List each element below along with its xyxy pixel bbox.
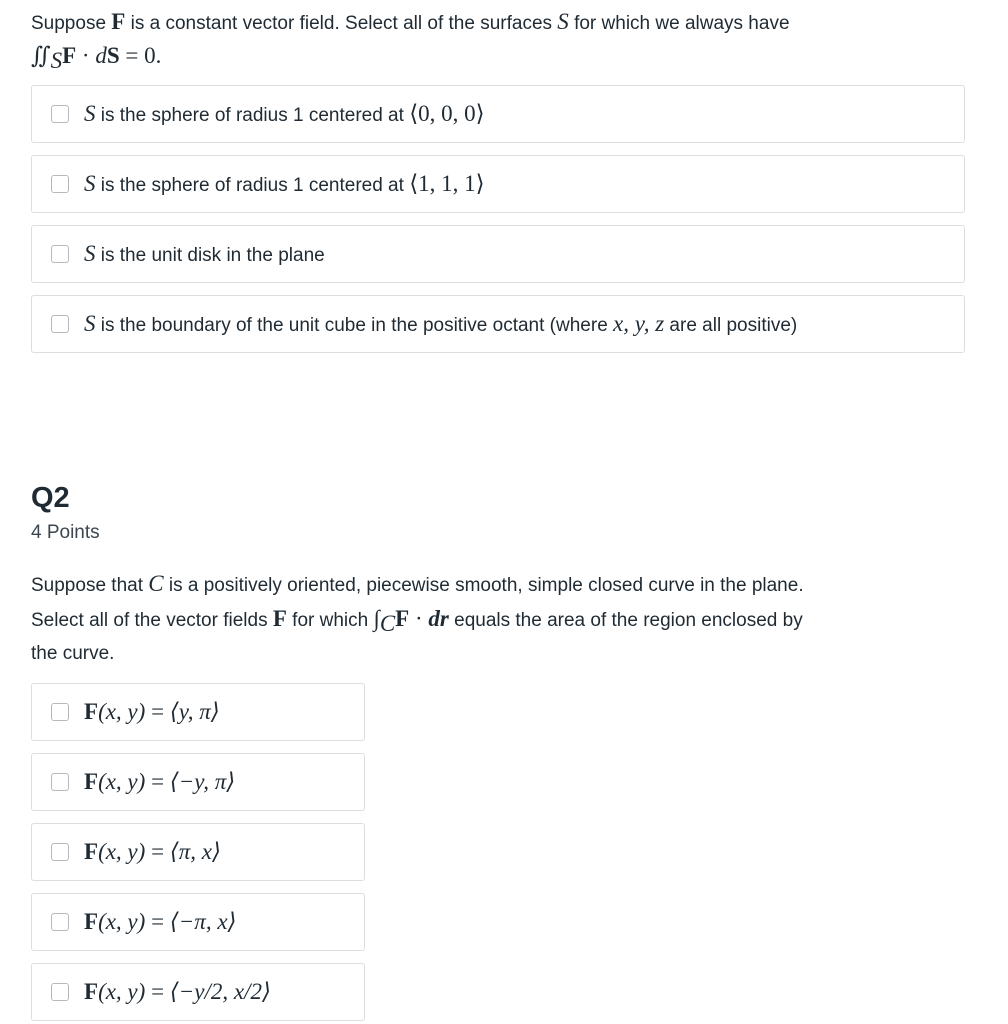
q2-choice-1[interactable] xyxy=(31,683,365,741)
math-args: (x, y) xyxy=(98,979,146,1004)
math-F: F xyxy=(84,909,99,934)
math-C: C xyxy=(148,571,164,596)
choice-text: is the sphere of radius 1 centered at xyxy=(95,105,410,126)
double-integral-symbol: ∬ xyxy=(31,43,51,68)
checkbox[interactable] xyxy=(51,773,69,791)
q1-prompt-line1 xyxy=(31,4,790,41)
q2-prompt-line3: the curve. xyxy=(31,643,115,664)
math-dot: · xyxy=(76,43,96,68)
math-F: F xyxy=(84,699,99,724)
question-points: 4 Points xyxy=(31,522,100,543)
checkbox[interactable] xyxy=(51,703,69,721)
math-S: S xyxy=(557,9,569,34)
math-vector: ⟨−y, π⟩ xyxy=(169,769,236,794)
math-F: F xyxy=(84,839,99,864)
choice-label xyxy=(84,754,235,810)
line-integral-symbol: ∫ xyxy=(373,606,380,631)
math-F: F xyxy=(62,43,77,68)
math-equals: = xyxy=(145,909,170,934)
math-vector: ⟨−y/2, x/2⟩ xyxy=(169,979,271,1004)
choice-math: ⟨0, 0, 0⟩ xyxy=(409,101,485,126)
choice-text: is the unit disk in the plane xyxy=(95,245,325,266)
math-equals-zero: = 0. xyxy=(119,43,162,68)
math-F: F xyxy=(84,979,99,1004)
q2-prompt-line2 xyxy=(31,601,803,641)
q1-choice-1[interactable] xyxy=(31,85,965,143)
choice-label xyxy=(84,964,271,1020)
checkbox[interactable] xyxy=(51,105,69,123)
choice-math: ⟨1, 1, 1⟩ xyxy=(409,171,485,196)
math-dr: dr xyxy=(428,606,449,631)
math-vector: ⟨−π, x⟩ xyxy=(169,909,237,934)
math-args: (x, y) xyxy=(98,769,146,794)
question-title: Q2 xyxy=(31,482,70,514)
q2-prompt-text: Suppose that xyxy=(31,575,149,596)
q2-prompt-text: equals the area of the region enclosed by xyxy=(448,610,803,631)
choice-text-tail: are all positive) xyxy=(664,315,798,336)
checkbox[interactable] xyxy=(51,175,69,193)
math-vector: ⟨y, π⟩ xyxy=(169,699,220,724)
math-dot: · xyxy=(409,606,429,631)
choice-label xyxy=(84,684,220,740)
math-equals: = xyxy=(145,699,170,724)
math-args: (x, y) xyxy=(98,839,146,864)
math-S: S xyxy=(84,311,96,336)
choice-label xyxy=(84,296,797,352)
q1-choice-4[interactable] xyxy=(31,295,965,353)
q2-choice-2[interactable] xyxy=(31,753,365,811)
choice-label xyxy=(84,226,325,282)
math-F: F xyxy=(395,606,410,631)
choice-label xyxy=(84,156,485,212)
checkbox[interactable] xyxy=(51,843,69,861)
math-args: (x, y) xyxy=(98,909,146,934)
integral-subscript: C xyxy=(379,610,396,636)
choice-label xyxy=(84,86,485,142)
math-vector: ⟨π, x⟩ xyxy=(169,839,221,864)
choice-label xyxy=(84,894,237,950)
checkbox[interactable] xyxy=(51,913,69,931)
q1-choice-3[interactable] xyxy=(31,225,965,283)
choice-text: is the boundary of the unit cube in the positive octant (where xyxy=(95,315,614,336)
checkbox[interactable] xyxy=(51,245,69,263)
q2-choice-5[interactable] xyxy=(31,963,365,1021)
math-S: S xyxy=(84,171,96,196)
checkbox[interactable] xyxy=(51,983,69,1001)
integral-subscript: S xyxy=(50,47,63,73)
checkbox[interactable] xyxy=(51,315,69,333)
math-d: d xyxy=(95,43,107,68)
q2-prompt-line1 xyxy=(31,566,804,603)
q2-choice-4[interactable] xyxy=(31,893,365,951)
math-args: (x, y) xyxy=(98,699,146,724)
math-S: S xyxy=(84,101,96,126)
math-S-bold: S xyxy=(106,43,120,68)
choice-label xyxy=(84,824,221,880)
math-equals: = xyxy=(145,839,170,864)
math-F: F xyxy=(272,606,287,631)
q2-prompt-text: is a positively oriented, piecewise smooth, simple closed curve in the plane. xyxy=(163,575,804,596)
choice-text: is the sphere of radius 1 centered at xyxy=(95,175,410,196)
math-S: S xyxy=(84,241,96,266)
math-F: F xyxy=(84,769,99,794)
q2-choice-3[interactable] xyxy=(31,823,365,881)
q1-prompt-text: Suppose xyxy=(31,13,112,34)
q1-prompt-text: is a constant vector field. Select all of the surfaces xyxy=(125,13,558,34)
math-F: F xyxy=(111,9,126,34)
choice-math: x, y, z xyxy=(613,311,665,336)
q2-prompt-text: Select all of the vector fields xyxy=(31,610,273,631)
q1-prompt-line2 xyxy=(31,38,161,78)
math-equals: = xyxy=(145,979,170,1004)
q1-choice-2[interactable] xyxy=(31,155,965,213)
q1-prompt-text: for which we always have xyxy=(568,13,790,34)
math-equals: = xyxy=(145,769,170,794)
q2-prompt-text: for which xyxy=(286,610,374,631)
